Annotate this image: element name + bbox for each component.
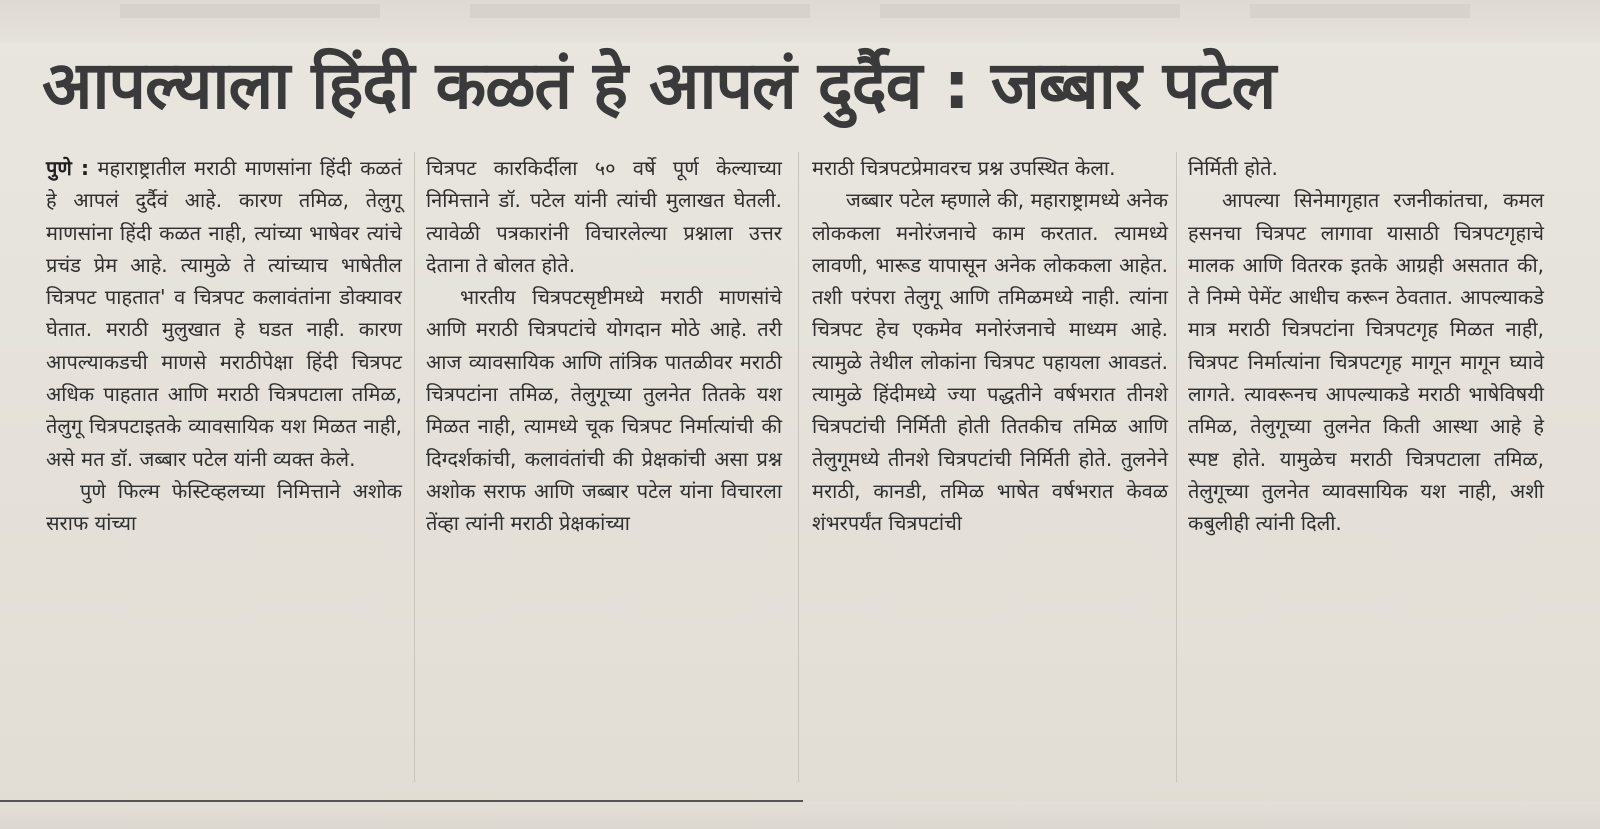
paragraph-text: महाराष्ट्रातील मराठी माणसांना हिंदी कळतं हे आपलं दुर्दैवं आहे. कारण तमिळ, तेलुगू माणसांना हिंदी कळत नाही, त्यांच्या भाषेवर त्यांचे प्रचंड प्रेम आहे. त्यामुळे ते त्यांच्याच भाषेतील चित्रपट पाहतात' व चित्रपट कलावंतांना डोक्यावर घेतात. मराठी मुलुखात हे घडत नाही. कारण आपल्याकडची माणसे मराठीपेक्षा हिंदी चित्रपट अधिक पाहतात आणि मराठी चित्रपटाला तमिळ, तेलुगू चित्रपटाइतके व्यावसायिक यश मिळत नाही, असे मत डॉ. जब्बार पटेल यांनी व्यक्त केले. [46,156,403,471]
column-paragraph [46,152,402,475]
column-paragraph: पुणे फिल्म फेस्टिव्हलच्या निमित्ताने अशोक सराफ यांच्या [46,478,402,536]
article-column-2 [426,152,782,792]
bottom-rule [0,800,803,802]
column-divider [1176,152,1177,782]
page-bottom-edge [0,802,1600,829]
column-paragraph: मराठी चित्रपटप्रेमावरच प्रश्न उपस्थित केला. [812,156,1116,180]
column-paragraph: चित्रपट कारकिर्दीला ५० वर्षे पूर्ण केल्याच्या निमित्ताने डॉ. पटेल यांनी त्यांची मुलाखत घेतली. त्यावेळी पत्रकारांनी विचारलेल्या प्रश्नाला उत्तर देताना ते बोलत होते. [426,156,782,277]
column-paragraph: भारतीय चित्रपटसृष्टीमध्ये मराठी माणसांचे आणि मराठी चित्रपटांचे योगदान मोठे आहे. तरी आज व्यावसायिक आणि तांत्रिक पातळीवर मराठी चित्रपटांना तमिळ, तेलुगूच्या तुलनेत तितके यश मिळत नाही, त्यामध्ये चूक चित्रपट निर्मात्यांची की दिग्दर्शकांची, कलावंतांची की प्रेक्षकांची असा प्रश्न अशोक सराफ आणि जब्बार पटेल यांना विचारला तेंव्हा त्यांनी मराठी प्रेक्षकांच्या [426,285,782,536]
article-column-1 [46,152,402,792]
article-column-3 [812,152,1168,792]
column-paragraph: आपल्या सिनेमागृहात रजनीकांतचा, कमल हसनचा चित्रपट लागावा यासाठी चित्रपटगृहाचे मालक आणि वितरक इतके आग्रही असतात की, ते निम्मे पेमेंट आधीच करून ठेवतात. आपल्याकडे मात्र मराठी चित्रपटांना चित्रपटगृह मिळत नाही, चित्रपट निर्मात्यांना चित्रपटगृह मागून मागून घ्यावे लागते. त्यावरूनच आपल्याकडे मराठी भाषेविषयी तमिळ, तेलुगूच्या तुलनेत किती आस्था आहे हे स्पष्ट होते. यामुळेच मराठी चित्रपटाला तमिळ, तेलुगूच्या तुलनेत व्यावसायिक यश नाही, अशी कबुलीही त्यांनी दिली. [1188,188,1544,536]
dateline: पुणे : [46,156,89,180]
column-paragraph: निर्मिती होते. [1188,156,1278,180]
article-column-4 [1188,152,1544,792]
column-paragraph: जब्बार पटेल म्हणाले की, महाराष्ट्रामध्ये अनेक लोककला मनोरंजनाचे काम करतात. त्यामध्ये लावणी, भारूड यापासून अनेक लोककला आहेत. तशी परंपरा तेलुगू आणि तमिळमध्ये नाही. त्यांना चित्रपट हेच एकमेव मनोरंजनाचे माध्यम आहे. त्यामुळे तेथील लोकांना चित्रपट पहायला आवडतं. त्यामुळे हिंदीमध्ये ज्या पद्धतीने वर्षभरात तीनशे चित्रपटांची निर्मिती होती तितकीच तमिळ आणि तेलुगूमध्ये तीनशे चित्रपटांची निर्मिती होते. तुलनेने मराठी, कानडी, तमिळ भाषेत वर्षभरात केवळ शंभरपर्यंत चित्रपटांची [812,188,1168,536]
column-divider [798,152,799,782]
article-headline: आपल्याला हिंदी कळतं हे आपलं दुर्दैव : जब्बार पटेल [42,47,1276,124]
column-divider [414,152,415,782]
